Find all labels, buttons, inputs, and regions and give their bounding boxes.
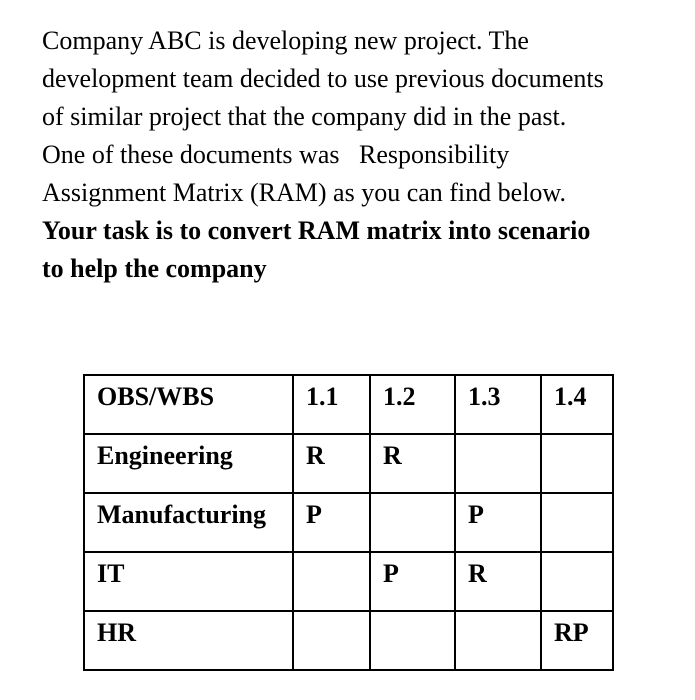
table-cell: R [370, 434, 455, 493]
row-label-cell: HR [84, 611, 293, 670]
ram-matrix-table [83, 374, 614, 671]
table-cell [541, 493, 613, 552]
table-cell [541, 434, 613, 493]
table-cell [370, 611, 455, 670]
table-cell [455, 611, 541, 670]
table-cell [541, 552, 613, 611]
prompt-line: of similar project that the company did in the past. [42, 102, 567, 131]
table-cell [293, 552, 370, 611]
table-cell: P [370, 552, 455, 611]
table-cell: P [455, 493, 541, 552]
task-line: to help the company [42, 254, 267, 283]
prompt-text [42, 22, 682, 288]
header-cell: 1.3 [455, 375, 541, 434]
prompt-line: development team decided to use previous documents [42, 64, 604, 93]
table-header-row [84, 375, 613, 434]
table-row [84, 434, 613, 493]
table-cell: P [293, 493, 370, 552]
header-cell: 1.1 [293, 375, 370, 434]
header-cell: 1.4 [541, 375, 613, 434]
header-cell: 1.2 [370, 375, 455, 434]
task-line: Your task is to convert RAM matrix into scenario [42, 216, 591, 245]
table-row [84, 552, 613, 611]
prompt-line: Assignment Matrix (RAM) as you can find below. [42, 178, 567, 207]
table-cell: RP [541, 611, 613, 670]
prompt-line: One of these documents was Responsibility [42, 140, 510, 169]
table-cell: R [293, 434, 370, 493]
table-cell: R [455, 552, 541, 611]
header-cell: OBS/WBS [84, 375, 293, 434]
table-row [84, 611, 613, 670]
row-label-cell: Manufacturing [84, 493, 293, 552]
table-cell [293, 611, 370, 670]
prompt-line: Company ABC is developing new project. The [42, 26, 529, 55]
row-label-cell: Engineering [84, 434, 293, 493]
table-cell [455, 434, 541, 493]
table-cell [370, 493, 455, 552]
table-row [84, 493, 613, 552]
row-label-cell: IT [84, 552, 293, 611]
